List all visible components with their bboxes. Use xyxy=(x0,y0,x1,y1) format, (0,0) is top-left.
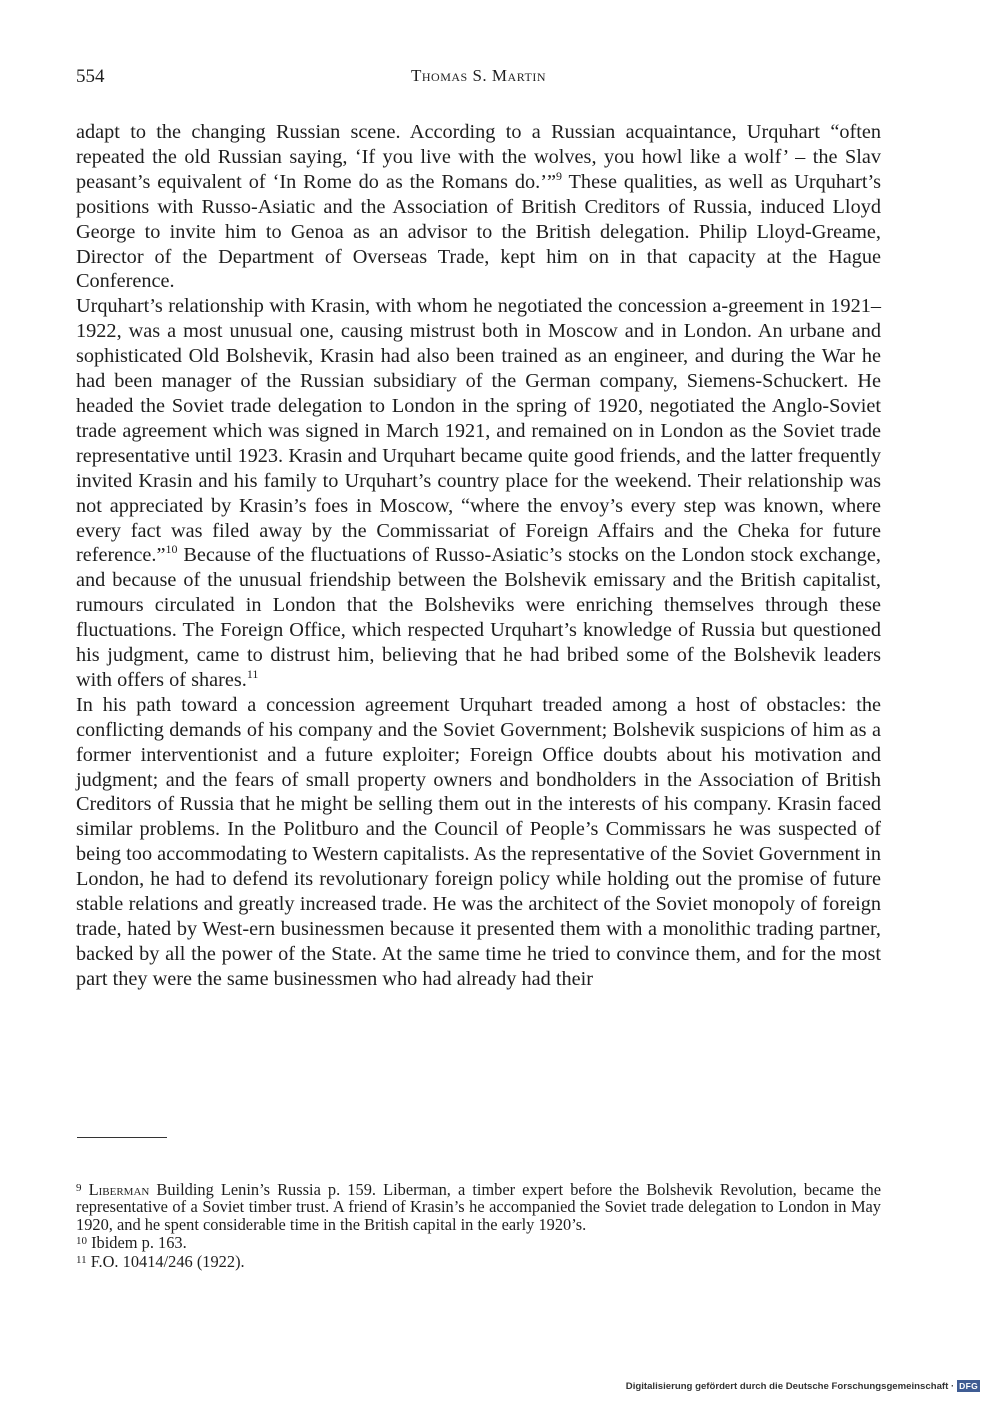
footnote-text: Building Lenin’s Russia p. 159. Liberman, a timber expert before the Bolshevik Revolution, became the representative of a Soviet timber trust. A friend of Krasin’s he accompanied the Soviet trade delegation to London in May 1920, and he spent considerable time in the British capital in the early 1920’s. xyxy=(76,1180,881,1234)
paragraph-2-text-a: Urquhart’s relationship with Krasin, with whom he negotiated the concession a-greement in 1921–1922, was a most unusual one, causing mistrust both in Moscow and in London. An urbane and sophisticated Old Bolshevik, Krasin had also been trained as an engineer, and during the War he had been manager of the Russian subsidiary of the German company, Siemens-Schuckert. He headed the Soviet trade delegation to London in the spring of 1920, negotiated the Anglo-Soviet trade agreement which was signed in March 1921, and remained on in London as the Soviet trade representative until 1923. Krasin and Urquhart became quite good friends, and the latter frequently invited Krasin and his family to Urquhart’s country place for the weekend. Their relationship was not appreciated by Krasin’s foes in Moscow, “where the envoy’s every step was known, where every fact was filed away by the Commissariat of Foreign Affairs and the Cheka for future reference.” xyxy=(76,295,881,567)
footnotes xyxy=(76,1180,881,1270)
footnote-text: Ibidem p. 163. xyxy=(87,1233,187,1253)
paragraph-1-text-a: adapt to the changing Russian scene. According to a Russian acquaintance, Urquhart “often repeated the old Russian saying, ‘If you live with the wolves, you howl like a wolf’ – the Slav peasant’s equivalent of ‘In Rome do as the Romans do.’” xyxy=(76,121,881,193)
footnote-10 xyxy=(76,1233,881,1251)
paragraph-1 xyxy=(76,120,881,294)
footnote-ref-10: 10 xyxy=(165,542,178,557)
paragraph-2 xyxy=(76,294,881,693)
footnote-9 xyxy=(76,1180,881,1233)
paragraph-2-text-b: Because of the fluctuations of Russo-Asiatic’s stocks on the London stock exchange, and because of the unusual friendship between the Bolshevik emissary and the British capitalist, rumours circulated in London that the Bolsheviks were enriching themselves through these fluctuations. The Foreign Office, which respected Urquhart’s knowledge of Russia but questioned his judgment, came to distrust him, believing that he had bribed some of the Bolshevik leaders with offers of shares. xyxy=(76,544,881,691)
footnote-11 xyxy=(76,1252,881,1270)
paragraph-1-text-b: These qualities, as well as Urquhart’s positions with Russo-Asiatic and the Association of British Creditors of Russia, induced Lloyd George to invite him to Genoa as an advisor to the British delegation. Philip Lloyd-Greame, Director of the Department of Overseas Trade, kept him on in that capacity at the Hague Conference. xyxy=(76,170,881,293)
credit-text: Digitalisierung gefördert durch die Deutsche Forschungsgemeinschaft · xyxy=(625,1380,955,1392)
page-header xyxy=(76,66,881,94)
running-head: Thomas S. Martin xyxy=(411,66,546,85)
footnote-author: Liberman xyxy=(88,1180,150,1199)
footnote-number: 11 xyxy=(76,1253,87,1266)
digitization-credit xyxy=(626,1378,980,1394)
paragraph-3: In his path toward a concession agreement Urquhart treaded among a host of obstacles: the conflicting demands of his company and the Soviet Government; Bolshevik suspicions of him as a former interventionist and a future exploiter; Foreign Office doubts about his motivation and judgment; and the fears of small property owners and bondholders in the Association of British Creditors of Russia that he might be selling them out in the interests of his company. Krasin faced similar problems. In the Politburo and the Council of People’s Commissars he was suspected of being too accommodating to Western capitalists. As the representative of the Soviet Government in London, he had to defend its revolutionary foreign policy while holding out the promise of future stable relations and greatly increased trade. He was the architect of the Soviet monopoly of foreign trade, hated by West-ern businessmen because it presented them with a monolithic trading partner, backed by all the power of the State. At the same time he tried to convince them, and for the most part they were the same businessmen who had already had their xyxy=(76,693,881,990)
footnote-divider xyxy=(77,1137,167,1138)
footnote-text: F.O. 10414/246 (1922). xyxy=(86,1251,245,1271)
dfg-logo: DFG xyxy=(959,1381,978,1391)
page-number: 554 xyxy=(76,66,105,87)
footnote-ref-9: 9 xyxy=(555,168,562,183)
footnote-number: 10 xyxy=(76,1235,87,1248)
footnote-number: 9 xyxy=(76,1182,82,1194)
footnote-ref-11: 11 xyxy=(246,666,259,681)
body-text xyxy=(76,120,881,992)
